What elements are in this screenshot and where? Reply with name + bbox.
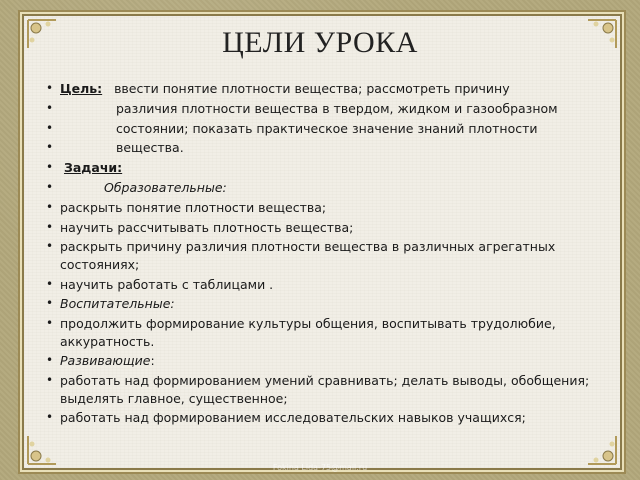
goal-label: Цель:	[60, 81, 103, 96]
list-item: • научить рассчитывать плотность вещества;	[46, 219, 606, 236]
educational-heading	[46, 179, 606, 196]
tasks-label: Задачи:	[63, 160, 123, 176]
goal-item	[46, 80, 606, 97]
list-item: • раскрыть понятие плотности вещества;	[46, 199, 606, 216]
list-item: • работать над формированием исследовательских навыков учащихся;	[46, 409, 606, 426]
tasks-heading	[46, 159, 606, 176]
list-item: • работать над формированием умений сравнивать; делать выводы, обобщения; выделять главное, существенное;	[46, 372, 606, 407]
developing-label: Развивающие	[60, 353, 151, 369]
list-item: • продолжить формирование культуры общения, воспитывать трудолюбие, аккуратность.	[46, 315, 606, 350]
goal-text: различия плотности вещества в твердом, жидком и газообразном	[116, 100, 558, 116]
list-item: • раскрыть причину различия плотности вещества в различных агрегатных состояниях;	[46, 238, 606, 273]
goal-item	[46, 120, 606, 137]
developing-colon: :	[150, 353, 155, 369]
goal-text: ввести понятие плотности вещества; рассмотреть причину	[114, 81, 510, 96]
goal-text: состоянии; показать практическое значение знаний плотности	[116, 120, 538, 136]
upbringing-heading: • Воспитательные:	[46, 295, 606, 312]
list-item: • научить работать с таблицами .	[46, 276, 606, 293]
goal-item	[46, 139, 606, 156]
slide-content	[46, 80, 606, 429]
slide-title: ЦЕЛИ УРОКА	[222, 26, 418, 59]
developing-heading	[46, 352, 606, 369]
goal-item	[46, 100, 606, 117]
educational-label: Образовательные:	[104, 179, 227, 195]
goal-text: вещества.	[116, 140, 184, 156]
watermark: Fokina Lida-75@mail.ru	[272, 463, 368, 472]
